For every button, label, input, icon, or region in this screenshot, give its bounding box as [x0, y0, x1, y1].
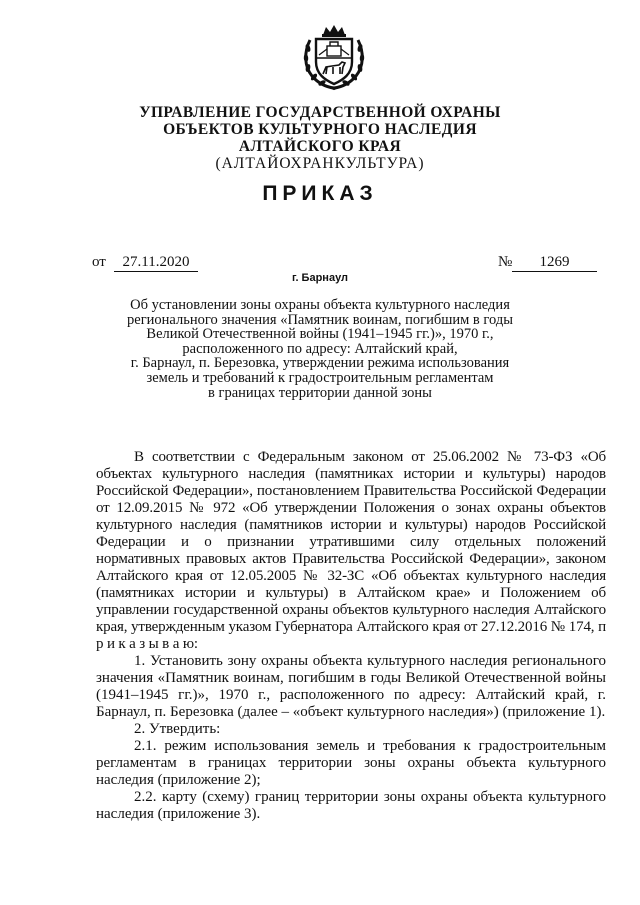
altai-krai-coat-of-arms-icon — [300, 22, 368, 92]
title-line: расположенного по адресу: Алтайский край, — [182, 340, 458, 357]
item-2-2-paragraph: 2.2. карту (схему) границ территории зоны охраны объекта культурного наследия (приложение 3). — [96, 789, 606, 822]
number-sign: № — [498, 254, 513, 270]
title-line: г. Барнаул, п. Березовка, утверждении режима использования — [130, 355, 510, 372]
org-name-line-3: АЛТАЙСКОГО КРАЯ — [238, 138, 402, 155]
org-name-line-2: ОБЪЕКТОВ КУЛЬТУРНОГО НАСЛЕДИЯ — [163, 121, 477, 138]
date-prefix: от — [92, 254, 106, 270]
item-2-1-paragraph: 2.1. режим использования земель и требования к градостроительным регламентам в границах территории зоны охраны объекта культурного наследия (приложение 2); — [96, 738, 606, 788]
date-number-row — [92, 254, 600, 274]
order-date: 27.11.2020 — [114, 254, 198, 272]
title-line: в границах территории данной зоны — [208, 384, 432, 401]
order-number: 1269 — [512, 254, 597, 272]
issue-city: г. Барнаул — [291, 272, 349, 284]
order-title — [0, 298, 640, 400]
title-line: Великой Отечественной войны (1941–1945 гг.)», 1970 г., — [146, 326, 494, 343]
document-type-heading: ПРИКАЗ — [262, 182, 378, 205]
org-name-line-1: УПРАВЛЕНИЕ ГОСУДАРСТВЕННОЙ ОХРАНЫ — [139, 104, 501, 121]
item-2-paragraph: 2. Утвердить: — [134, 721, 221, 737]
title-line: регионального значения «Памятник воинам, погибшим в годы — [127, 311, 513, 328]
title-line: Об установлении зоны охраны объекта культурного наследия — [130, 297, 510, 313]
order-body — [96, 449, 606, 823]
title-line: земель и требований к градостроительным регламентам — [146, 369, 494, 386]
issuing-organization — [0, 104, 640, 172]
org-short-name: (АЛТАЙОХРАНКУЛЬТУРА) — [215, 155, 425, 172]
item-1-paragraph: 1. Установить зону охраны объекта культурного наследия регионального значения «Памятник воинам, погибшим в годы Великой Отечественной войны (1941–1945 гг.)», 1970 г., расположенного по адресу: Алтайский край, г. Барнаул, п. Березовка (далее – «объект культурного наследия») (приложение 1). — [96, 653, 606, 720]
preamble-paragraph: В соответствии с Федеральным законом от 25.06.2002 № 73-ФЗ «Об объектах культурного наследия (памятниках истории и культуры) народов Российской Федерации», постановлением Правительства Российской Федерации от 12.09.2015 № 972 «Об утверждении Положения о зонах охраны объектов культурного наследия (памятников истории и культуры) народов Российской Федерации и о признании утратившими силу отдельных положений нормативных правовых актов Правительства Российской Федерации», законом Алтайского края от 12.05.2005 № 32-ЗС «Об объектах культурного наследия (памятниках истории и культуры) в Алтайском крае» и Положением об управлении государственной охраны объектов культурного наследия Алтайского края, утвержденным указом Губернатора Алтайского края от 27.12.2016 № 174, п р и к а з ы в а ю: — [96, 449, 606, 652]
